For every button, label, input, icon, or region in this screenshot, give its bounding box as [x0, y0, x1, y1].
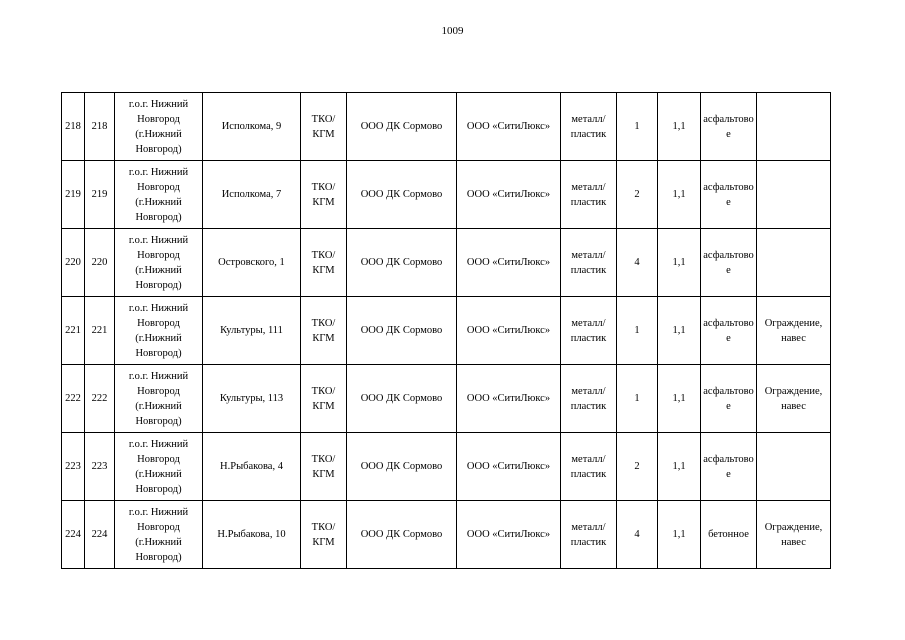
surface-type-cell: бетонное	[701, 501, 757, 569]
container-material-cell: металл/пластик	[561, 229, 617, 297]
waste-type-cell: ТКО/КГМ	[301, 229, 347, 297]
row-number-2-cell: 222	[85, 365, 115, 433]
row-number-cell: 223	[62, 433, 85, 501]
table-row	[62, 433, 831, 501]
fence-cell: Ограждение, навес	[757, 297, 831, 365]
municipality-cell: г.о.г. Нижний Новгород (г.Нижний Новгород)	[115, 365, 203, 433]
address-cell: Исполкома, 7	[203, 161, 301, 229]
surface-type-cell: асфальтовое	[701, 365, 757, 433]
registry-table	[61, 92, 831, 569]
container-volume-cell: 1,1	[658, 433, 701, 501]
container-material-cell: металл/пластик	[561, 501, 617, 569]
fence-cell: Ограждение, навес	[757, 365, 831, 433]
container-material-cell: металл/пластик	[561, 365, 617, 433]
municipality-cell: г.о.г. Нижний Новгород (г.Нижний Новгород)	[115, 501, 203, 569]
address-cell: Н.Рыбакова, 4	[203, 433, 301, 501]
table-row	[62, 229, 831, 297]
address-cell: Культуры, 111	[203, 297, 301, 365]
waste-type-cell: ТКО/КГМ	[301, 501, 347, 569]
owner-cell: ООО ДК Сормово	[347, 229, 457, 297]
row-number-2-cell: 220	[85, 229, 115, 297]
surface-type-cell: асфальтовое	[701, 93, 757, 161]
address-cell: Н.Рыбакова, 10	[203, 501, 301, 569]
table-row	[62, 161, 831, 229]
operator-cell: ООО «СитиЛюкс»	[457, 433, 561, 501]
surface-type-cell: асфальтовое	[701, 297, 757, 365]
container-count-cell: 1	[617, 297, 658, 365]
container-material-cell: металл/пластик	[561, 93, 617, 161]
municipality-cell: г.о.г. Нижний Новгород (г.Нижний Новгород)	[115, 93, 203, 161]
fence-cell: Ограждение, навес	[757, 501, 831, 569]
operator-cell: ООО «СитиЛюкс»	[457, 365, 561, 433]
fence-cell	[757, 229, 831, 297]
owner-cell: ООО ДК Сормово	[347, 93, 457, 161]
container-volume-cell: 1,1	[658, 501, 701, 569]
container-volume-cell: 1,1	[658, 229, 701, 297]
table-row	[62, 297, 831, 365]
container-count-cell: 4	[617, 229, 658, 297]
container-material-cell: металл/пластик	[561, 297, 617, 365]
container-material-cell: металл/пластик	[561, 161, 617, 229]
waste-type-cell: ТКО/КГМ	[301, 93, 347, 161]
surface-type-cell: асфальтовое	[701, 433, 757, 501]
row-number-2-cell: 219	[85, 161, 115, 229]
fence-cell	[757, 161, 831, 229]
owner-cell: ООО ДК Сормово	[347, 433, 457, 501]
municipality-cell: г.о.г. Нижний Новгород (г.Нижний Новгород)	[115, 297, 203, 365]
row-number-cell: 220	[62, 229, 85, 297]
owner-cell: ООО ДК Сормово	[347, 161, 457, 229]
fence-cell	[757, 93, 831, 161]
container-count-cell: 4	[617, 501, 658, 569]
table-row	[62, 365, 831, 433]
container-volume-cell: 1,1	[658, 161, 701, 229]
municipality-cell: г.о.г. Нижний Новгород (г.Нижний Новгород)	[115, 161, 203, 229]
row-number-2-cell: 218	[85, 93, 115, 161]
municipality-cell: г.о.г. Нижний Новгород (г.Нижний Новгород)	[115, 433, 203, 501]
row-number-2-cell: 223	[85, 433, 115, 501]
row-number-cell: 224	[62, 501, 85, 569]
waste-type-cell: ТКО/КГМ	[301, 365, 347, 433]
owner-cell: ООО ДК Сормово	[347, 297, 457, 365]
container-count-cell: 1	[617, 93, 658, 161]
container-volume-cell: 1,1	[658, 93, 701, 161]
row-number-cell: 221	[62, 297, 85, 365]
container-count-cell: 2	[617, 433, 658, 501]
address-cell: Островского, 1	[203, 229, 301, 297]
row-number-cell: 219	[62, 161, 85, 229]
waste-type-cell: ТКО/КГМ	[301, 161, 347, 229]
container-volume-cell: 1,1	[658, 365, 701, 433]
container-count-cell: 2	[617, 161, 658, 229]
operator-cell: ООО «СитиЛюкс»	[457, 229, 561, 297]
owner-cell: ООО ДК Сормово	[347, 365, 457, 433]
row-number-cell: 222	[62, 365, 85, 433]
row-number-2-cell: 221	[85, 297, 115, 365]
operator-cell: ООО «СитиЛюкс»	[457, 501, 561, 569]
container-material-cell: металл/пластик	[561, 433, 617, 501]
table-row	[62, 93, 831, 161]
waste-type-cell: ТКО/КГМ	[301, 433, 347, 501]
surface-type-cell: асфальтовое	[701, 161, 757, 229]
operator-cell: ООО «СитиЛюкс»	[457, 93, 561, 161]
table-row	[62, 501, 831, 569]
surface-type-cell: асфальтовое	[701, 229, 757, 297]
waste-type-cell: ТКО/КГМ	[301, 297, 347, 365]
row-number-cell: 218	[62, 93, 85, 161]
municipality-cell: г.о.г. Нижний Новгород (г.Нижний Новгород)	[115, 229, 203, 297]
address-cell: Исполкома, 9	[203, 93, 301, 161]
address-cell: Культуры, 113	[203, 365, 301, 433]
fence-cell	[757, 433, 831, 501]
container-volume-cell: 1,1	[658, 297, 701, 365]
row-number-2-cell: 224	[85, 501, 115, 569]
page-number: 1009	[441, 25, 464, 37]
operator-cell: ООО «СитиЛюкс»	[457, 297, 561, 365]
owner-cell: ООО ДК Сормово	[347, 501, 457, 569]
operator-cell: ООО «СитиЛюкс»	[457, 161, 561, 229]
container-count-cell: 1	[617, 365, 658, 433]
